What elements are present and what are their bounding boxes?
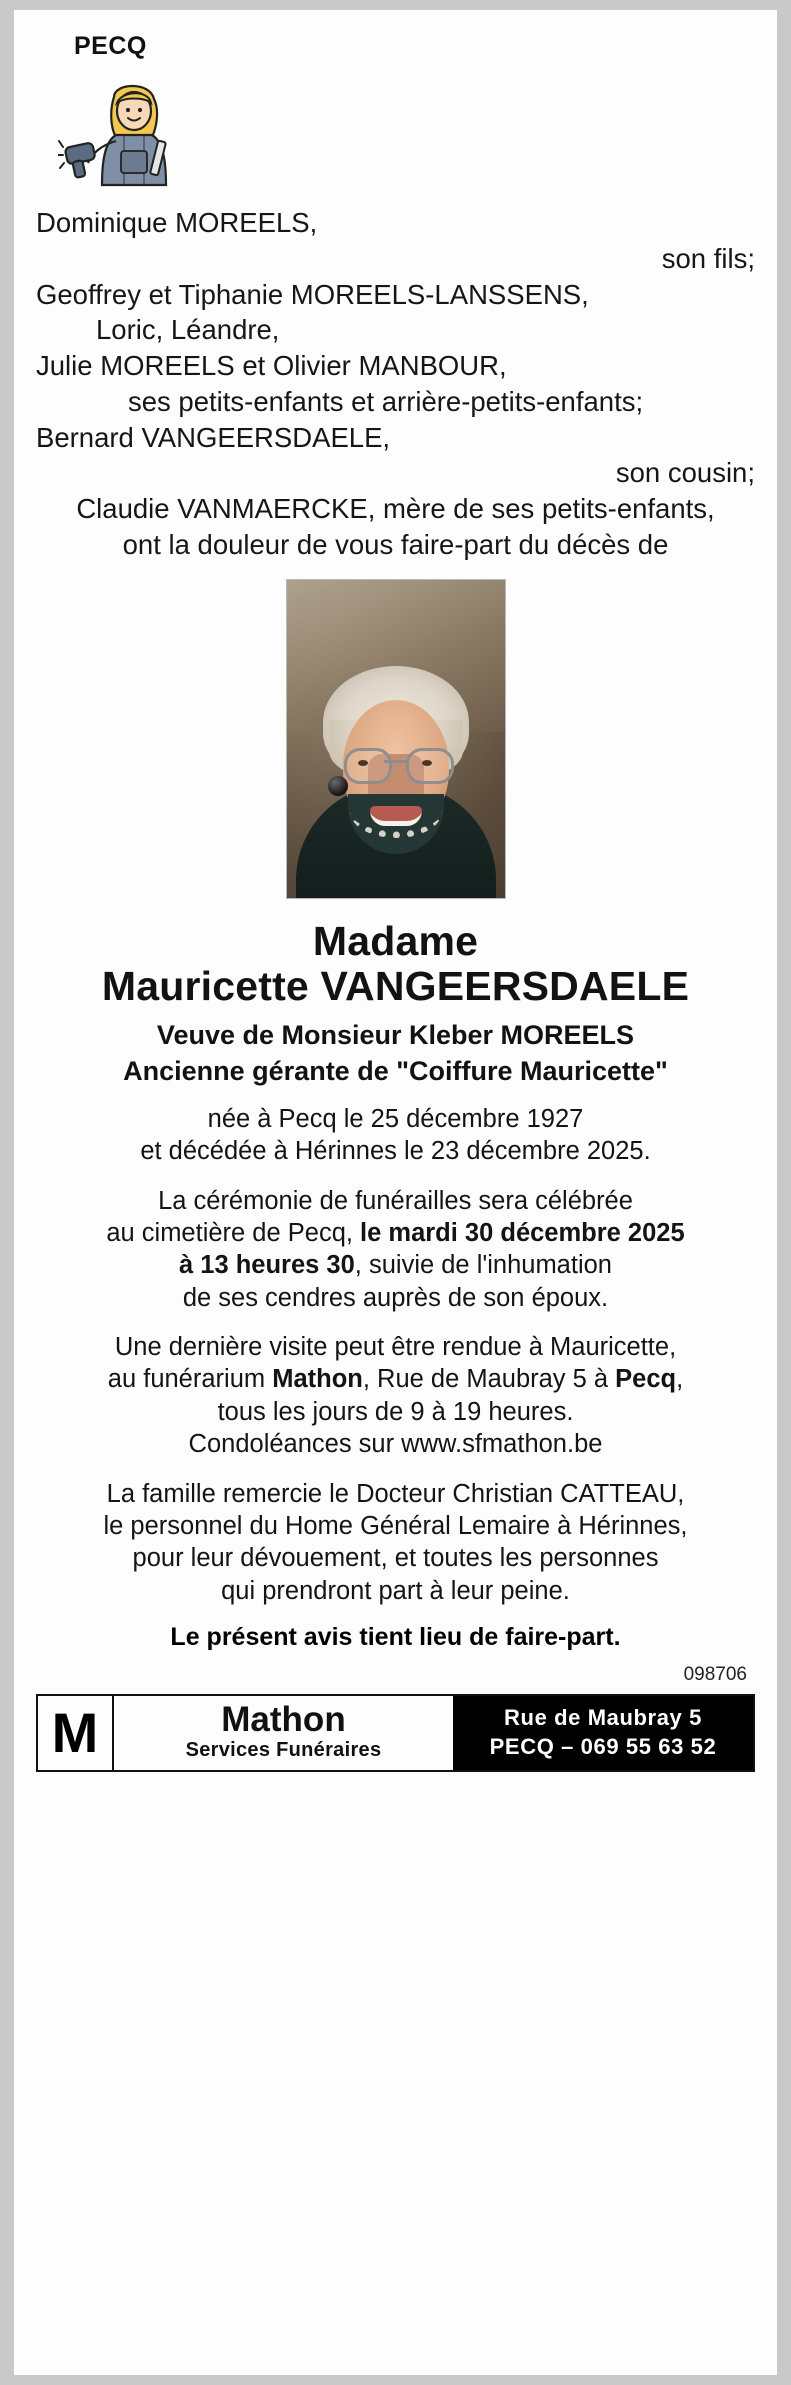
ceremony-line-2: [36, 1217, 755, 1249]
ceremony-line-1: La cérémonie de funérailles sera célébrée: [158, 1186, 633, 1215]
thanks-paragraph: [36, 1478, 755, 1608]
reference-number: 098706: [683, 1664, 747, 1686]
family-line: son fils;: [661, 242, 755, 274]
deceased-title: Madame: [312, 917, 479, 964]
family-line: Geoffrey et Tiphanie MOREELS-LANSSENS,: [36, 278, 589, 310]
visit-address: , Rue de Maubray 5 à: [362, 1365, 616, 1394]
notice-body: [36, 1103, 755, 1607]
family-list: [36, 205, 755, 563]
family-line: ses petits-enfants et arrière-petits-enfants;: [128, 385, 644, 417]
deceased-name-block: [36, 919, 755, 1089]
ceremony-line-3: [36, 1249, 755, 1281]
ceremony-date: le mardi 30 décembre 2025: [360, 1218, 685, 1247]
visit-city: Pecq: [615, 1365, 677, 1394]
contact-block: [453, 1696, 753, 1770]
family-line: son cousin;: [615, 457, 755, 489]
family-line: Claudie VANMAERCKE, mère de ses petits-enfants,: [76, 493, 715, 524]
family-line: Bernard VANGEERSDAELE,: [36, 421, 391, 453]
ceremony-paragraph: [36, 1185, 755, 1315]
birth-line: née à Pecq le 25 décembre 1927: [207, 1104, 584, 1133]
dates-paragraph: [36, 1103, 755, 1168]
funeral-home-name: Mathon: [272, 1365, 363, 1394]
ceremony-time: à 13 heures 30: [179, 1251, 355, 1280]
deceased-name: Mauricette VANGEERSDAELE: [101, 963, 690, 1010]
thanks-line-2: le personnel du Home Général Lemaire à Hérinnes,: [103, 1511, 688, 1540]
contact-address: Rue de Maubray 5: [504, 1705, 702, 1731]
visit-line-2: [36, 1363, 755, 1395]
ceremony-line-3-rest: , suivie de l'inhumation: [354, 1251, 612, 1280]
deceased-widow-of: Veuve de Monsieur Kleber MOREELS: [156, 1020, 635, 1051]
closing-statement: Le présent avis tient lieu de faire-part.: [170, 1623, 621, 1652]
visit-hours: tous les jours de 9 à 19 heures.: [217, 1397, 574, 1426]
notice-inner: [14, 10, 777, 2375]
visit-prefix: au funérarium: [107, 1365, 273, 1394]
locality-heading: PECQ: [74, 32, 147, 60]
deceased-portrait: [286, 579, 506, 899]
contact-phone: PECQ – 069 55 63 52: [489, 1734, 717, 1760]
visit-paragraph: [36, 1331, 755, 1461]
brand-name: Mathon: [221, 1700, 346, 1740]
family-line: Dominique MOREELS,: [36, 207, 318, 238]
visit-line-1: Une dernière visite peut être rendue à Mauricette,: [114, 1333, 677, 1362]
death-line: et décédée à Hérinnes le 23 décembre 2025.: [140, 1137, 651, 1166]
thanks-line-1: La famille remercie le Docteur Christian CATTEAU,: [106, 1479, 685, 1508]
hairdresser-icon: [58, 75, 208, 195]
family-line: ont la douleur de vous faire-part du décès de: [122, 528, 669, 560]
ceremony-line-4: de ses cendres auprès de son époux.: [182, 1283, 609, 1312]
family-line: Julie MOREELS et Olivier MANBOUR,: [36, 350, 507, 381]
visit-line-2-suffix: ,: [676, 1365, 684, 1394]
condolences-line: Condoléances sur www.sfmathon.be: [188, 1430, 603, 1459]
mathon-logo: M: [38, 1696, 114, 1770]
funeral-home-footer: [36, 1694, 755, 1772]
ceremony-place: au cimetière de Pecq,: [106, 1218, 361, 1247]
deceased-occupation: Ancienne gérante de "Coiffure Mauricette": [123, 1056, 668, 1087]
brand-block: [114, 1696, 453, 1770]
brand-tagline: Services Funéraires: [185, 1738, 382, 1761]
portrait-container: [36, 579, 755, 899]
thanks-line-3: pour leur dévouement, et toutes les personnes: [132, 1544, 659, 1573]
thanks-line-4: qui prendront part à leur peine.: [221, 1576, 570, 1605]
family-line: Loric, Léandre,: [96, 314, 280, 346]
